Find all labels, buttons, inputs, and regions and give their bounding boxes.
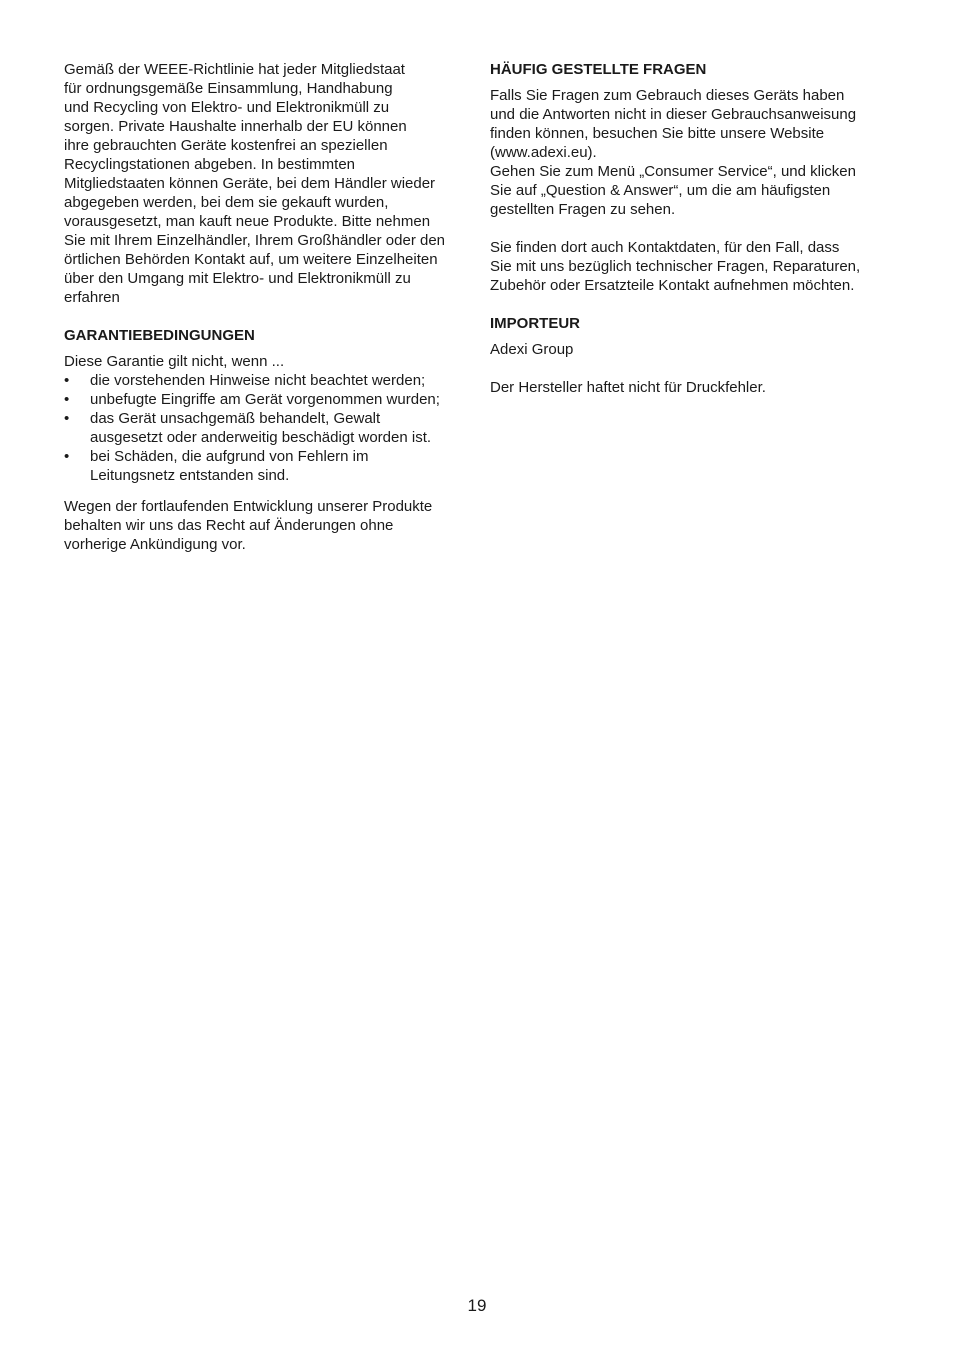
bullet-icon: • xyxy=(64,448,70,465)
page-number: 19 xyxy=(467,1296,487,1315)
warranty-intro: Diese Garantie gilt nicht, wenn ... xyxy=(64,353,285,370)
right-column xyxy=(490,60,890,397)
contact-paragraph: Sie finden dort auch Kontaktdaten, für den Fall, dass Sie mit uns bezüglich technischer Fragen, Reparaturen, Zubehör oder Ersatzteile Kontakt aufnehmen möchten. xyxy=(490,239,861,294)
disclaimer: Der Hersteller haftet nicht für Druckfehler. xyxy=(490,379,766,396)
list-item-text: bei Schäden, die aufgrund von Fehlern im Leitungsnetz entstanden sind. xyxy=(90,448,369,484)
bullet-icon: • xyxy=(64,410,70,427)
bullet-icon: • xyxy=(64,372,70,389)
weee-paragraph: Gemäß der WEEE-Richtlinie hat jeder Mitgliedstaat für ordnungsgemäße Einsammlung, Handhabung und Recycling von Elektro- und Elektronikmüll zu sorgen. Private Haushalte innerhalb der EU können ihre gebrauchten Geräte kostenfrei an speziellen Recyclingstationen abgeben. In bestimmten Mitgliedstaaten können Geräte, bei dem Händler wieder abgegeben werden, bei dem sie gekauft wurden, vorausgesetzt, man kauft neue Produkte. Bitte nehmen Sie mit Ihrem Einzelhändler, Ihrem Großhändler oder den örtlichen Behörden Kontakt auf, um weitere Einzelheiten über den Umgang mit Elektro- und Elektronikmüll zu erfahren xyxy=(64,61,446,306)
list-item-text: unbefugte Eingriffe am Gerät vorgenommen wurden; xyxy=(90,391,440,408)
list-item xyxy=(64,409,468,447)
list-item xyxy=(64,447,468,485)
list-item-text: das Gerät unsachgemäß behandelt, Gewalt ausgesetzt oder anderweitig beschädigt worden ist. xyxy=(90,410,432,446)
changes-paragraph: Wegen der fortlaufenden Entwicklung unserer Produkte behalten wir uns das Recht auf Änderungen ohne vorherige Ankündigung vor. xyxy=(64,498,433,553)
warranty-heading: GARANTIEBEDINGUNGEN xyxy=(64,327,255,344)
importer-heading: IMPORTEUR xyxy=(490,315,580,332)
faq-heading: HÄUFIG GESTELLTE FRAGEN xyxy=(490,61,707,78)
left-column xyxy=(64,60,468,554)
importer-name: Adexi Group xyxy=(490,341,574,358)
warranty-list xyxy=(64,371,468,485)
list-item xyxy=(64,371,468,390)
list-item-text: die vorstehenden Hinweise nicht beachtet werden; xyxy=(90,372,426,389)
bullet-icon: • xyxy=(64,391,70,408)
faq-paragraph: Falls Sie Fragen zum Gebrauch dieses Geräts haben und die Antworten nicht in dieser Gebrauchsanweisung finden können, besuchen Sie bitte unsere Website (www.adexi.eu). Gehen Sie zum Menü „Consumer Service“, und klicken Sie auf „Question & Answer“, um die am häufigsten gestellten Fragen zu sehen. xyxy=(490,87,857,218)
list-item xyxy=(64,390,468,409)
